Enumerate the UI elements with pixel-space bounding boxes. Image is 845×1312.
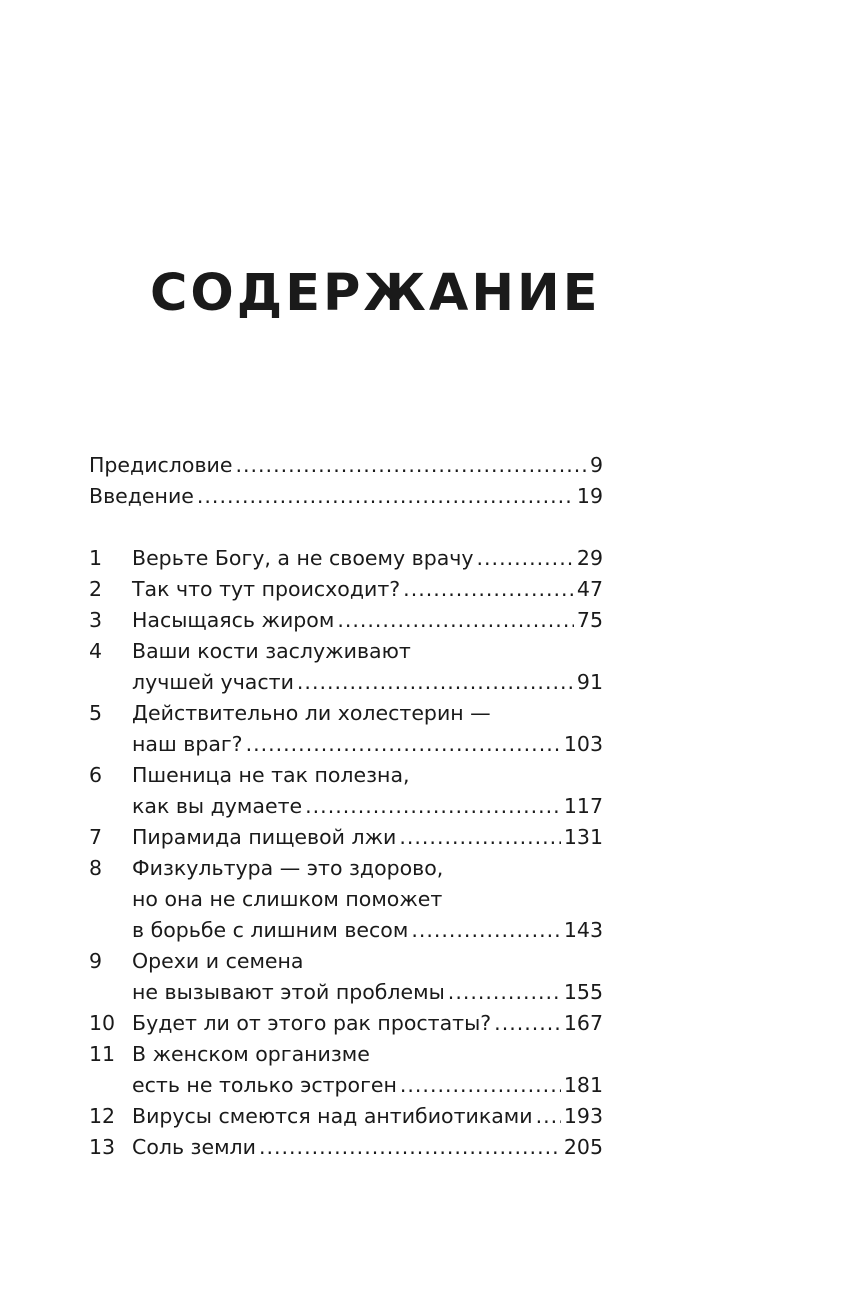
entry-title: Предисловие <box>89 453 233 477</box>
entry-line <box>89 1070 603 1101</box>
dot-leader <box>305 791 561 822</box>
entry-line <box>89 977 603 1008</box>
chapter-number: 10 <box>89 1011 116 1035</box>
entry-title: Ваши кости заслуживают <box>132 639 411 663</box>
chapter-number: 4 <box>89 639 103 663</box>
page-number: 131 <box>563 825 603 849</box>
dot-leader <box>411 915 561 946</box>
dot-leader <box>259 1132 561 1163</box>
entry-title: но она не слишком поможет <box>132 887 443 911</box>
chapter-number: 7 <box>89 825 103 849</box>
entry-line <box>89 698 603 729</box>
toc-chapter-entry <box>89 853 603 946</box>
chapter-number: 1 <box>89 546 103 570</box>
dot-leader <box>403 574 574 605</box>
toc-chapter-entry <box>89 698 603 760</box>
entry-title: В женском организме <box>132 1042 370 1066</box>
page-number: 143 <box>563 918 603 942</box>
dot-leader <box>246 729 561 760</box>
page-number: 19 <box>576 484 603 508</box>
toc-chapter-entry <box>89 605 603 636</box>
chapter-number: 6 <box>89 763 103 787</box>
entry-title: как вы думаете <box>132 794 303 818</box>
page-number: 75 <box>576 608 603 632</box>
chapter-number: 13 <box>89 1135 116 1159</box>
page-number: 117 <box>563 794 603 818</box>
dot-leader <box>448 977 561 1008</box>
entry-line <box>89 915 603 946</box>
page-number: 103 <box>563 732 603 756</box>
chapter-number: 11 <box>89 1042 116 1066</box>
toc-chapter-entry <box>89 760 603 822</box>
entry-title: лучшей участи <box>132 670 294 694</box>
toc-chapter-entry <box>89 822 603 853</box>
dot-leader <box>400 1070 561 1101</box>
toc-chapter-entry <box>89 543 603 574</box>
page-number: 205 <box>563 1135 603 1159</box>
entry-line <box>89 605 603 636</box>
entry-title: Насыщаясь жиром <box>132 608 335 632</box>
toc-entry <box>89 481 603 512</box>
page-title: СОДЕРЖАНИЕ <box>150 264 601 323</box>
table-of-contents <box>89 450 603 1163</box>
entry-line <box>89 1101 603 1132</box>
toc-entry <box>89 450 603 481</box>
entry-line <box>89 884 603 915</box>
dot-leader <box>494 1008 561 1039</box>
entry-line <box>89 760 603 791</box>
dot-leader <box>536 1101 561 1132</box>
page-number: 193 <box>563 1104 603 1128</box>
toc-chapter-entry <box>89 946 603 1008</box>
entry-title: Пшеница не так полезна, <box>132 763 410 787</box>
page-number: 91 <box>576 670 603 694</box>
entry-title: Действительно ли холестерин — <box>132 701 491 725</box>
page-number: 9 <box>589 453 603 477</box>
chapter-list <box>89 543 603 1163</box>
entry-title: Вирусы смеются над антибиотиками <box>132 1104 533 1128</box>
entry-line <box>89 667 603 698</box>
chapter-number: 9 <box>89 949 103 973</box>
page-number: 47 <box>576 577 603 601</box>
front-matter-list <box>89 450 603 512</box>
chapter-number: 3 <box>89 608 103 632</box>
page-number: 29 <box>576 546 603 570</box>
dot-leader <box>337 605 574 636</box>
entry-line <box>89 729 603 760</box>
toc-chapter-entry <box>89 574 603 605</box>
entry-line <box>89 1132 603 1163</box>
entry-title: Верьте Богу, а не своему врачу <box>132 546 474 570</box>
chapter-number: 12 <box>89 1104 116 1128</box>
dot-leader <box>197 481 574 512</box>
entry-line <box>89 791 603 822</box>
entry-line <box>89 543 603 574</box>
entry-title: в борьбе с лишним весом <box>132 918 409 942</box>
entry-title: Физкультура — это здорово, <box>132 856 444 880</box>
dot-leader <box>297 667 574 698</box>
entry-title: Орехи и семена <box>132 949 304 973</box>
entry-title: Пирамида пищевой лжи <box>132 825 397 849</box>
entry-line <box>89 574 603 605</box>
entry-line <box>89 946 603 977</box>
toc-chapter-entry <box>89 636 603 698</box>
entry-title: Будет ли от этого рак простаты? <box>132 1011 492 1035</box>
chapter-number: 2 <box>89 577 103 601</box>
entry-line <box>89 1008 603 1039</box>
toc-chapter-entry <box>89 1101 603 1132</box>
chapter-number: 8 <box>89 856 103 880</box>
toc-chapter-entry <box>89 1132 603 1163</box>
entry-title: не вызывают этой проблемы <box>132 980 445 1004</box>
entry-title: наш враг? <box>132 732 243 756</box>
entry-line <box>89 1039 603 1070</box>
page-number: 155 <box>563 980 603 1004</box>
page-number: 181 <box>563 1073 603 1097</box>
toc-chapter-entry <box>89 1008 603 1039</box>
dot-leader <box>235 450 586 481</box>
entry-line <box>89 636 603 667</box>
entry-title: Введение <box>89 484 194 508</box>
entry-line <box>89 822 603 853</box>
dot-leader <box>399 822 561 853</box>
page-number: 167 <box>563 1011 603 1035</box>
entry-title: есть не только эстроген <box>132 1073 397 1097</box>
dot-leader <box>477 543 574 574</box>
toc-chapter-entry <box>89 1039 603 1101</box>
entry-title: Соль земли <box>132 1135 256 1159</box>
chapter-number: 5 <box>89 701 103 725</box>
entry-line <box>89 853 603 884</box>
entry-title: Так что тут происходит? <box>132 577 401 601</box>
